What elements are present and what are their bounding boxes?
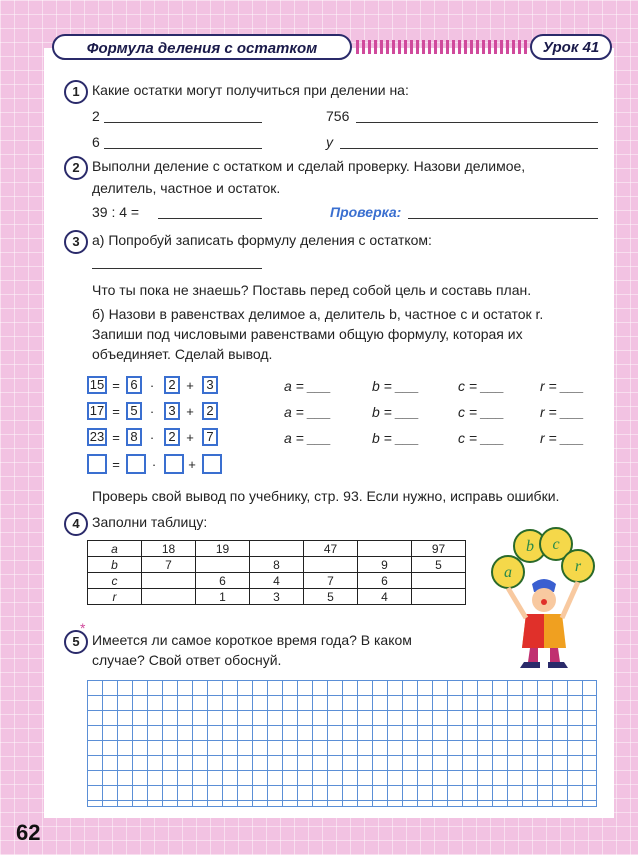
table-cell[interactable] (142, 589, 196, 605)
table-cell[interactable]: 4 (358, 589, 412, 605)
task-1-item-2: 2 (92, 108, 100, 124)
task-1-item-6: 6 (92, 134, 100, 150)
task-3-note: Что ты пока не знаешь? Поставь перед собой цель и составь план. (92, 282, 532, 298)
empty-box[interactable] (87, 454, 107, 474)
table-cell[interactable]: 5 (304, 589, 358, 605)
equals-sign: = (112, 457, 120, 472)
answer-line[interactable] (408, 218, 598, 219)
dividend-box: 17 (87, 402, 107, 420)
task-1-text: Какие остатки могут получиться при делении на: (92, 82, 409, 98)
plus-sign: + (186, 430, 194, 445)
remainder-box: 3 (202, 376, 218, 394)
table-cell[interactable]: 8 (250, 557, 304, 573)
task-3-a-text: а) Попробуй записать формулу деления с остатком: (92, 232, 432, 248)
table-cell[interactable] (412, 573, 466, 589)
verify-text: Проверь свой вывод по учебнику, стр. 93. Если нужно, исправь ошибки. (92, 488, 560, 504)
task-4-text: Заполни таблицу: (92, 514, 208, 530)
table-cell[interactable] (412, 589, 466, 605)
var-a: a = ___ (284, 378, 332, 394)
quotient-box: 3 (164, 402, 180, 420)
remainder-box: 2 (202, 402, 218, 420)
answer-line[interactable] (92, 268, 262, 269)
page-number: 62 (16, 820, 41, 845)
var-r: r = ___ (540, 378, 584, 394)
ball-letter-a: a (504, 564, 512, 581)
task-4-number: 4 (64, 512, 88, 536)
division-table (87, 540, 466, 605)
answer-line[interactable] (104, 122, 262, 123)
task-5-number: 5 (64, 630, 88, 654)
equals-sign: = (112, 404, 120, 419)
clown-juggler-illustration (474, 522, 604, 670)
task-1-item-y: y (326, 134, 333, 150)
table-cell[interactable]: 6 (358, 573, 412, 589)
quotient-box: 2 (164, 428, 180, 446)
table-cell[interactable]: 19 (196, 541, 250, 557)
task-3-b-line-1: б) Назови в равенствах делимое a, делитель b, частное c и остаток r. (92, 306, 544, 322)
table-cell[interactable] (304, 557, 358, 573)
table-cell[interactable]: 3 (250, 589, 304, 605)
page-header (44, 34, 614, 62)
var-a: a = ___ (284, 430, 332, 446)
empty-box[interactable] (202, 454, 222, 474)
quotient-box: 2 (164, 376, 180, 394)
table-cell[interactable]: 4 (250, 573, 304, 589)
task-1-item-756: 756 (326, 108, 350, 124)
divisor-box: 8 (126, 428, 142, 446)
task-5-line-1: Имеется ли самое короткое время года? В каком (92, 632, 412, 648)
multiply-sign: · (151, 457, 157, 472)
plus-sign: + (186, 404, 194, 419)
answer-line[interactable] (104, 148, 262, 149)
table-cell: a (88, 541, 142, 557)
table-row (88, 557, 466, 573)
var-c: c = ___ (458, 430, 505, 446)
var-a: a = ___ (284, 404, 332, 420)
table-cell[interactable]: 9 (358, 557, 412, 573)
remainder-box: 7 (202, 428, 218, 446)
table-cell[interactable]: 1 (196, 589, 250, 605)
ball-letter-c: c (552, 536, 560, 553)
empty-box[interactable] (126, 454, 146, 474)
table-cell: r (88, 589, 142, 605)
dividend-box: 23 (87, 428, 107, 446)
equals-sign: = (112, 378, 120, 393)
task-2-line-2: делитель, частное и остаток. (92, 180, 281, 196)
equals-sign: = (112, 430, 120, 445)
answer-line[interactable] (340, 148, 598, 149)
table-cell[interactable] (196, 557, 250, 573)
table-cell[interactable]: 5 (412, 557, 466, 573)
multiply-sign: · (149, 430, 155, 445)
answer-line[interactable] (356, 122, 598, 123)
task-2-expression: 39 : 4 = (92, 204, 140, 220)
var-b: b = ___ (372, 430, 420, 446)
lesson-number: Урок 41 (530, 34, 612, 60)
task-5-line-2: случае? Свой ответ обоснуй. (92, 652, 282, 668)
empty-box[interactable] (164, 454, 184, 474)
table-cell[interactable]: 7 (142, 557, 196, 573)
var-c: c = ___ (458, 404, 505, 420)
multiply-sign: · (149, 404, 155, 419)
ball-letter-b: b (526, 538, 534, 555)
task-3-number: 3 (64, 230, 88, 254)
divisor-box: 6 (126, 376, 142, 394)
star-icon: * (80, 620, 86, 636)
table-row (88, 541, 466, 557)
ball-letter-r: r (574, 558, 582, 575)
table-cell[interactable]: 7 (304, 573, 358, 589)
table-cell[interactable]: 97 (412, 541, 466, 557)
var-b: b = ___ (372, 404, 420, 420)
table-cell[interactable]: 47 (304, 541, 358, 557)
multiply-sign: · (149, 378, 155, 393)
var-r: r = ___ (540, 404, 584, 420)
table-cell[interactable] (250, 541, 304, 557)
topic-title: Формула деления с остатком (52, 34, 352, 60)
table-cell: c (88, 573, 142, 589)
var-c: c = ___ (458, 378, 505, 394)
var-b: b = ___ (372, 378, 420, 394)
answer-grid[interactable] (87, 680, 597, 807)
table-row (88, 589, 466, 605)
var-r: r = ___ (540, 430, 584, 446)
dividend-box: 15 (87, 376, 107, 394)
task-3-b-line-3: объединяет. Сделай вывод. (92, 346, 273, 362)
table-cell[interactable]: 6 (196, 573, 250, 589)
table-cell[interactable]: 18 (142, 541, 196, 557)
table-cell[interactable] (358, 541, 412, 557)
table-cell: b (88, 557, 142, 573)
table-cell[interactable] (142, 573, 196, 589)
task-3-b-line-2: Запиши под числовыми равенствами общую формулу, которая их (92, 326, 523, 342)
table-row (88, 573, 466, 589)
header-stripes (356, 40, 530, 54)
answer-line[interactable] (158, 218, 262, 219)
task-1-number: 1 (64, 80, 88, 104)
check-label: Проверка: (330, 204, 402, 220)
task-2-line-1: Выполни деление с остатком и сделай проверку. Назови делимое, (92, 158, 526, 174)
plus-sign: + (186, 378, 194, 393)
divisor-box: 5 (126, 402, 142, 420)
task-2-number: 2 (64, 156, 88, 180)
plus-sign: + (188, 457, 196, 472)
